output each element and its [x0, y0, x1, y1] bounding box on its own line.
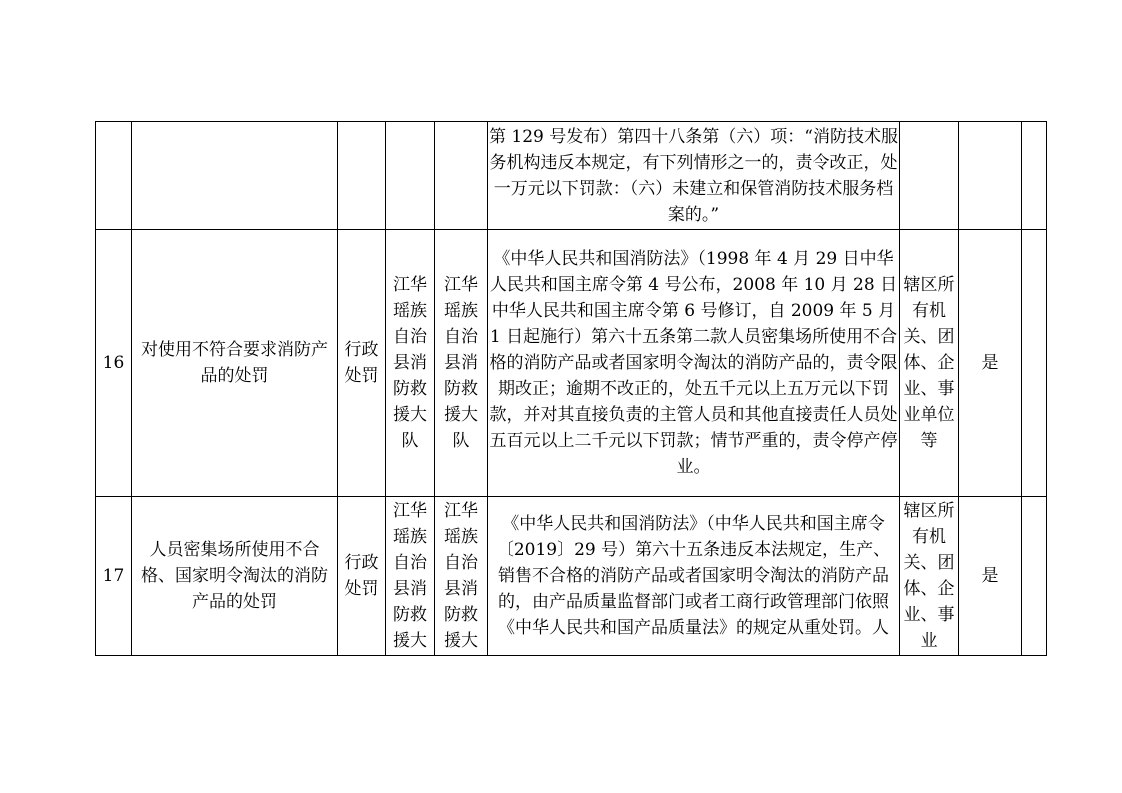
- applicable-flag: 是: [959, 230, 1022, 497]
- remarks: [1022, 230, 1047, 497]
- legal-basis: 《中华人民共和国消防法》（中华人民共和国主席令〔2019〕29 号）第六十五条违反本法规定，生产、销售不合格的消防产品或者国家明令淘汰的消防产品的，由产品质量监督部门或者工商行政管理部门依照《中华人民共和国产品质量法》的规定从重处罚。人: [488, 497, 900, 656]
- responsible-department: 江华瑶族自治县消防救援大: [435, 497, 488, 656]
- legal-basis: 《中华人民共和国消防法》（1998 年 4 月 29 日中华人民共和国主席令第 4 号公布，2008 年 10 月 28 日中华人民共和国主席令第 6 号修订，自 2009 年 5 月 1 日起施行）第六十五条第二款人员密集场所使用不合格的消防产品或者国家明令淘汰的消防产品的，责令限期改正；逾期不改正的，处五千元以上五万元以下罚款，并对其直接负责的主管人员和其他直接责任人员处五百元以上二千元以下罚款；情节严重的，责令停产停业。: [488, 230, 900, 497]
- legal-basis: 第 129 号发布）第四十八条第（六）项：“消防技术服务机构违反本规定，有下列情形之一的，责令改正，处一万元以下罚款：（六）未建立和保管消防技术服务档案的。”: [488, 122, 900, 230]
- responsible-department: 江华瑶族自治县消防救援大队: [435, 230, 488, 497]
- item-name: 对使用不符合要求消防产品的处罚: [132, 230, 338, 497]
- table-row: [96, 497, 1047, 656]
- regulation-table: [95, 121, 1047, 656]
- implementing-department: 江华瑶族自治县消防救援大队: [386, 230, 435, 497]
- row-number: 17: [96, 497, 132, 656]
- item-type: [338, 122, 386, 230]
- implementing-department: [386, 122, 435, 230]
- item-name: 人员密集场所使用不合格、国家明令淘汰的消防产品的处罚: [132, 497, 338, 656]
- remarks: [1022, 497, 1047, 656]
- item-name: [132, 122, 338, 230]
- applicable-flag: [959, 122, 1022, 230]
- target-entities: 辖区所有机关、团体、企业、事业单位等: [900, 230, 959, 497]
- table-row: [96, 122, 1047, 230]
- applicable-flag: 是: [959, 497, 1022, 656]
- row-number: [96, 122, 132, 230]
- target-entities: [900, 122, 959, 230]
- item-type: 行政处罚: [338, 497, 386, 656]
- implementing-department: 江华瑶族自治县消防救援大: [386, 497, 435, 656]
- responsible-department: [435, 122, 488, 230]
- table-row: [96, 230, 1047, 497]
- row-number: 16: [96, 230, 132, 497]
- target-entities: 辖区所有机关、团体、企业、事业: [900, 497, 959, 656]
- item-type: 行政处罚: [338, 230, 386, 497]
- remarks: [1022, 122, 1047, 230]
